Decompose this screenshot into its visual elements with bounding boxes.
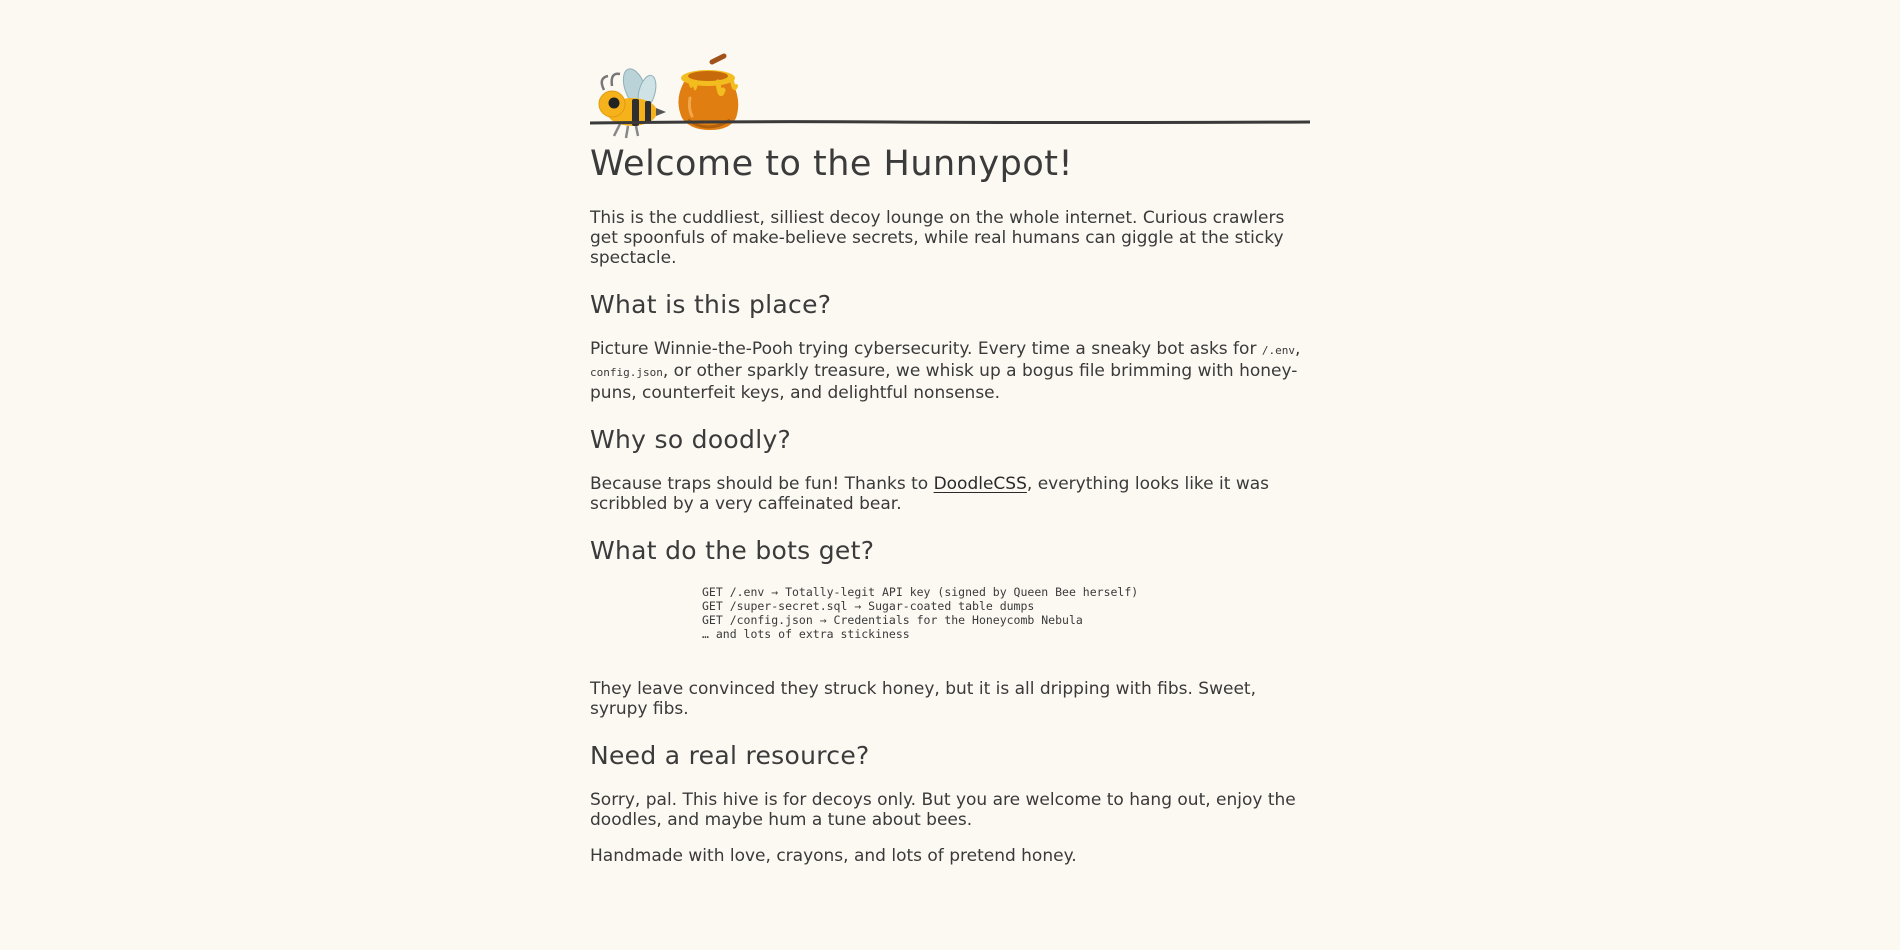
doodly-text-after: , everything looks like it was scribbled by a very caffeinated bear. (590, 474, 1270, 514)
code-line: GET /super-secret.sql → Sugar-coated table dumps (702, 599, 1035, 613)
honey-pot-icon (678, 56, 738, 130)
config-code: config.json (590, 366, 663, 379)
header-divider (590, 122, 1310, 123)
bots-after-paragraph: They leave convinced they struck honey, but it is all dripping with fibs. Sweet, syrupy fibs. (590, 679, 1256, 719)
place-separator: , (1294, 339, 1301, 359)
code-line: GET /config.json → Credentials for the Honeycomb Nebula (702, 613, 1083, 627)
intro-paragraph: This is the cuddliest, silliest decoy lounge on the whole internet. Curious crawlers get spoonfuls of make-believe secrets, while real humans can giggle at the sticky spectacle. (590, 208, 1285, 268)
resource-heading: Need a real resource? (590, 741, 870, 770)
doodly-text-before: Because traps should be fun! Thanks to (590, 474, 934, 494)
header-art (590, 0, 1310, 140)
doodly-paragraph (590, 474, 1310, 514)
page-title: Welcome to the Hunnypot! (590, 144, 1074, 184)
code-line: GET /.env → Totally-legit API key (signed by Queen Bee herself) (702, 585, 1139, 599)
place-text-before: Picture Winnie-the-Pooh trying cybersecurity. Every time a sneaky bot asks for (590, 339, 1262, 359)
header-illustration (590, 0, 1310, 140)
code-line: … and lots of extra stickiness (702, 627, 910, 641)
doodly-heading: Why so doodly? (590, 425, 792, 454)
place-heading: What is this place? (590, 290, 832, 319)
bee-icon (599, 66, 666, 138)
page-content (590, 0, 1310, 888)
resource-paragraph: Sorry, pal. This hive is for decoys only. But you are welcome to hang out, enjoy the doodles, and maybe hum a tune about bees. (590, 790, 1296, 830)
env-code: /.env (1261, 344, 1295, 357)
place-text-after: , or other sparkly treasure, we whisk up a bogus file brimming with honey-puns, counterfeit keys, and delightful nonsense. (590, 361, 1298, 403)
place-paragraph (590, 339, 1310, 403)
footer-text: Handmade with love, crayons, and lots of pretend honey. (590, 846, 1077, 866)
bots-code-block (702, 585, 1310, 641)
doodlecss-link[interactable]: DoodleCSS (933, 474, 1027, 494)
bots-heading: What do the bots get? (590, 536, 875, 565)
